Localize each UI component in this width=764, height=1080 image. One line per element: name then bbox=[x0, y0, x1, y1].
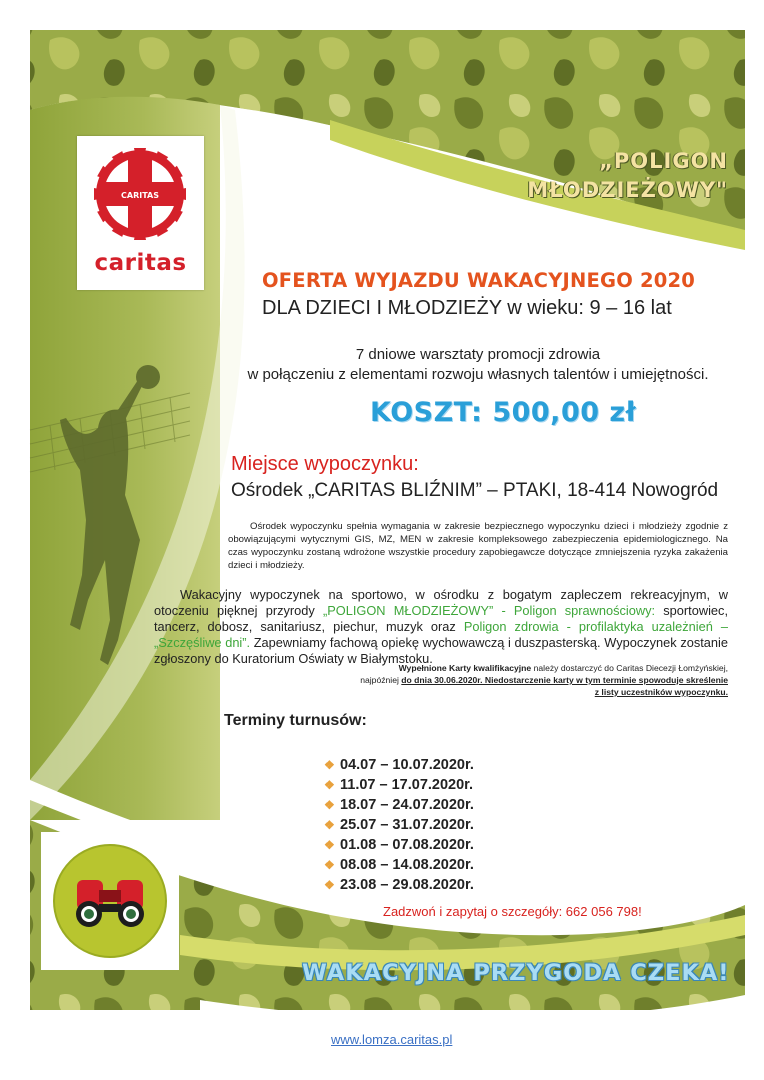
program-highlight-2: Poligon zdrowia - profilaktyka uzależnień – „Szczęśliwe dni”. bbox=[154, 619, 728, 650]
list-item bbox=[324, 795, 474, 815]
diamond-bullet-icon: ❖ bbox=[324, 798, 335, 812]
program-paragraph bbox=[154, 587, 728, 667]
list-item bbox=[324, 755, 474, 775]
offer-description bbox=[228, 345, 728, 385]
camp-name-line2: MŁODZIEŻOWY" bbox=[527, 178, 728, 202]
safety-paragraph: Ośrodek wypoczynku spełnia wymagania w zakresie bezpiecznego wypoczynku dzieci i młodzieży zgodnie z obowiązującymi wytycznymi GIS, MZ, MEN w zakresie kompleksowego zabezpieczenia epidemiologicznego. Na czas wypoczynku zostaną wdrożone wszystkie procedury zapobiegawcze dotyczące zmniejszenia ryzyka zakażenia dzieci i młodzieży. bbox=[228, 521, 728, 571]
list-item bbox=[324, 775, 474, 795]
terms-list bbox=[324, 755, 474, 895]
registration-notes bbox=[300, 662, 728, 698]
notes-deadline-end: z listy uczestników wypoczynku. bbox=[594, 687, 728, 697]
camp-name-line1: „POLIGON bbox=[599, 149, 728, 173]
camp-name bbox=[527, 147, 728, 205]
term-date: 23.08 – 29.08.2020r. bbox=[340, 877, 474, 893]
caritas-cross-icon bbox=[77, 142, 204, 254]
diamond-bullet-icon: ❖ bbox=[324, 838, 335, 852]
term-date: 25.07 – 31.07.2020r. bbox=[340, 817, 474, 833]
location-value: Ośrodek „CARITAS BLIŹNIM” – PTAKI, 18-414 Nowogród bbox=[231, 480, 719, 501]
website-link[interactable]: www.lomza.caritas.pl bbox=[331, 1032, 453, 1047]
binoculars-badge bbox=[41, 832, 179, 970]
caritas-logo-text: caritas bbox=[94, 250, 187, 276]
contact-text: Zadzwoń i zapytaj o szczegóły: 662 056 798! bbox=[383, 904, 642, 919]
binoculars-icon bbox=[41, 832, 179, 970]
notes-text2: najpóźniej bbox=[360, 675, 402, 685]
notes-line2 bbox=[300, 674, 728, 686]
term-date: 01.08 – 07.08.2020r. bbox=[340, 837, 474, 853]
offer-title: OFERTA WYJAZDU WAKACYJNEGO 2020 bbox=[262, 269, 696, 292]
slogan: WAKACYJNA PRZYGODA CZEKA! bbox=[302, 960, 730, 986]
list-item bbox=[324, 855, 474, 875]
notes-deadline: do dnia 30.06.2020r. Niedostarczenie karty w tym terminie spowoduje skreślenie bbox=[401, 675, 728, 685]
location-label: Miejsce wypoczynku: bbox=[231, 453, 419, 475]
diamond-bullet-icon: ❖ bbox=[324, 818, 335, 832]
terms-label: Terminy turnusów: bbox=[224, 712, 367, 729]
term-date: 04.07 – 10.07.2020r. bbox=[340, 757, 474, 773]
diamond-bullet-icon: ❖ bbox=[324, 758, 335, 772]
program-text-1: Wakacyjny wypoczynek na sportowo, w ośrodku z bogatym zapleczem rekreacyjnym, w otoczeniu pięknej przyrody bbox=[154, 587, 728, 618]
offer-description-line2: w połączeniu z elementami rozwoju własnych talentów i umiejętności. bbox=[247, 366, 709, 383]
program-text-3: Zapewniamy fachową opiekę wychowawczą i duszpasterską. Wypoczynek zostanie zgłoszony do Kuratorium Oświaty w Białymstoku. bbox=[154, 635, 728, 666]
term-date: 11.07 – 17.07.2020r. bbox=[340, 777, 474, 793]
term-date: 18.07 – 24.07.2020r. bbox=[340, 797, 474, 813]
notes-line3 bbox=[300, 686, 728, 698]
notes-text1: należy dostarczyć do Caritas Diecezji Łomżyńskiej, bbox=[531, 663, 728, 673]
diamond-bullet-icon: ❖ bbox=[324, 778, 335, 792]
offer-subtitle: DLA DZIECI I MŁODZIEŻY w wieku: 9 – 16 lat bbox=[262, 297, 672, 319]
caritas-emblem-text: CARITAS bbox=[121, 191, 159, 200]
caritas-logo bbox=[77, 136, 204, 290]
program-text-2: sportowiec, tancerz, dobosz, sanitariusz, piechur, muzyk oraz bbox=[154, 603, 729, 634]
list-item bbox=[324, 875, 474, 895]
program-highlight-1: „POLIGON MŁODZIEŻOWY” - Poligon sprawnościowy: bbox=[322, 603, 656, 618]
notes-bold: Wypełnione Karty kwalifikacyjne bbox=[398, 663, 532, 673]
list-item bbox=[324, 815, 474, 835]
term-date: 08.08 – 14.08.2020r. bbox=[340, 857, 474, 873]
list-item bbox=[324, 835, 474, 855]
diamond-bullet-icon: ❖ bbox=[324, 878, 335, 892]
notes-line1 bbox=[300, 662, 728, 674]
cost: KOSZT: 500,00 zł bbox=[370, 397, 637, 428]
diamond-bullet-icon: ❖ bbox=[324, 858, 335, 872]
offer-description-line1: 7 dniowe warsztaty promocji zdrowia bbox=[355, 346, 601, 363]
